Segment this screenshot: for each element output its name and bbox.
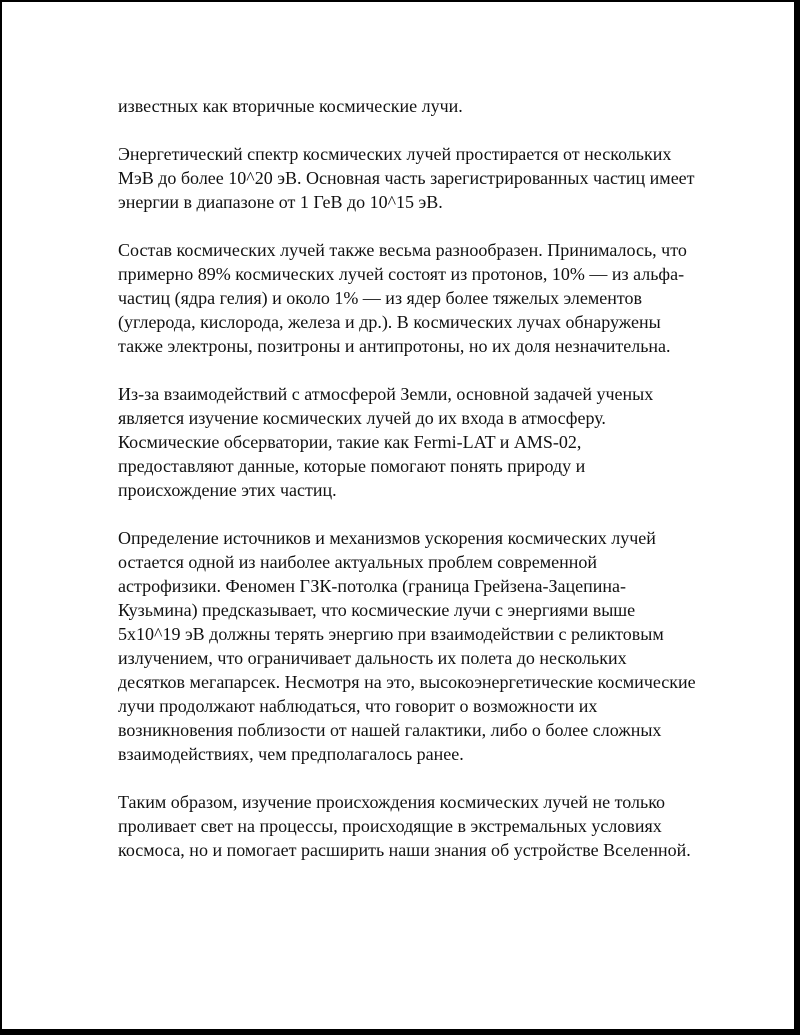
paragraph-3: Состав космических лучей также весьма разнообразен. Принималось, что примерно 89% космических лучей состоят из протонов, 10% — из альфа-частиц (ядра гелия) и около 1% — из ядер более тяжелых элементов (углерода, кислорода, железа и др.). В космических лучах обнаружены также электроны, позитроны и антипротоны, но их доля незначительна. [118, 240, 687, 356]
paragraph-4: Из-за взаимодействий с атмосферой Земли, основной задачей ученых является изучение космических лучей до их входа в атмосферу. Космические обсерватории, такие как Fermi-LAT и AMS-02, предоставляют данные, которые помогают понять природу и происхождение этих частиц. [118, 384, 654, 500]
paragraph-2: Энергетический спектр космических лучей простирается от нескольких МэВ до более 10^20 эВ. Основная часть зарегистрированных частиц имеет энергии в диапазоне от 1 ГеВ до 10^15 эВ. [118, 144, 695, 212]
paragraph-6: Таким образом, изучение происхождения космических лучей не только проливает свет на процессы, происходящие в экстремальных условиях космоса, но и помогает расширить наши знания об устройстве Вселенной. [118, 792, 691, 860]
paragraph-1: известных как вторичные космические лучи. [118, 96, 463, 116]
paragraph-5: Определение источников и механизмов ускорения космических лучей остается одной из наиболее актуальных проблем современной астрофизики. Феномен ГЗК-потолка (граница Грейзена-Зацепина-Кузьмина) предсказывает, что космические лучи с энергиями выше 5x10^19 эВ должны терять энергию при взаимодействии с реликтовым излучением, что ограничивает дальность их полета до нескольких десятков мегапарсек. Несмотря на это, высокоэнергетические космические лучи продолжают наблюдаться, что говорит о возможности их возникновения поблизости от нашей галактики, либо о более сложных взаимодействиях, чем предполагалось ранее. [118, 528, 696, 764]
document-body [118, 94, 698, 886]
